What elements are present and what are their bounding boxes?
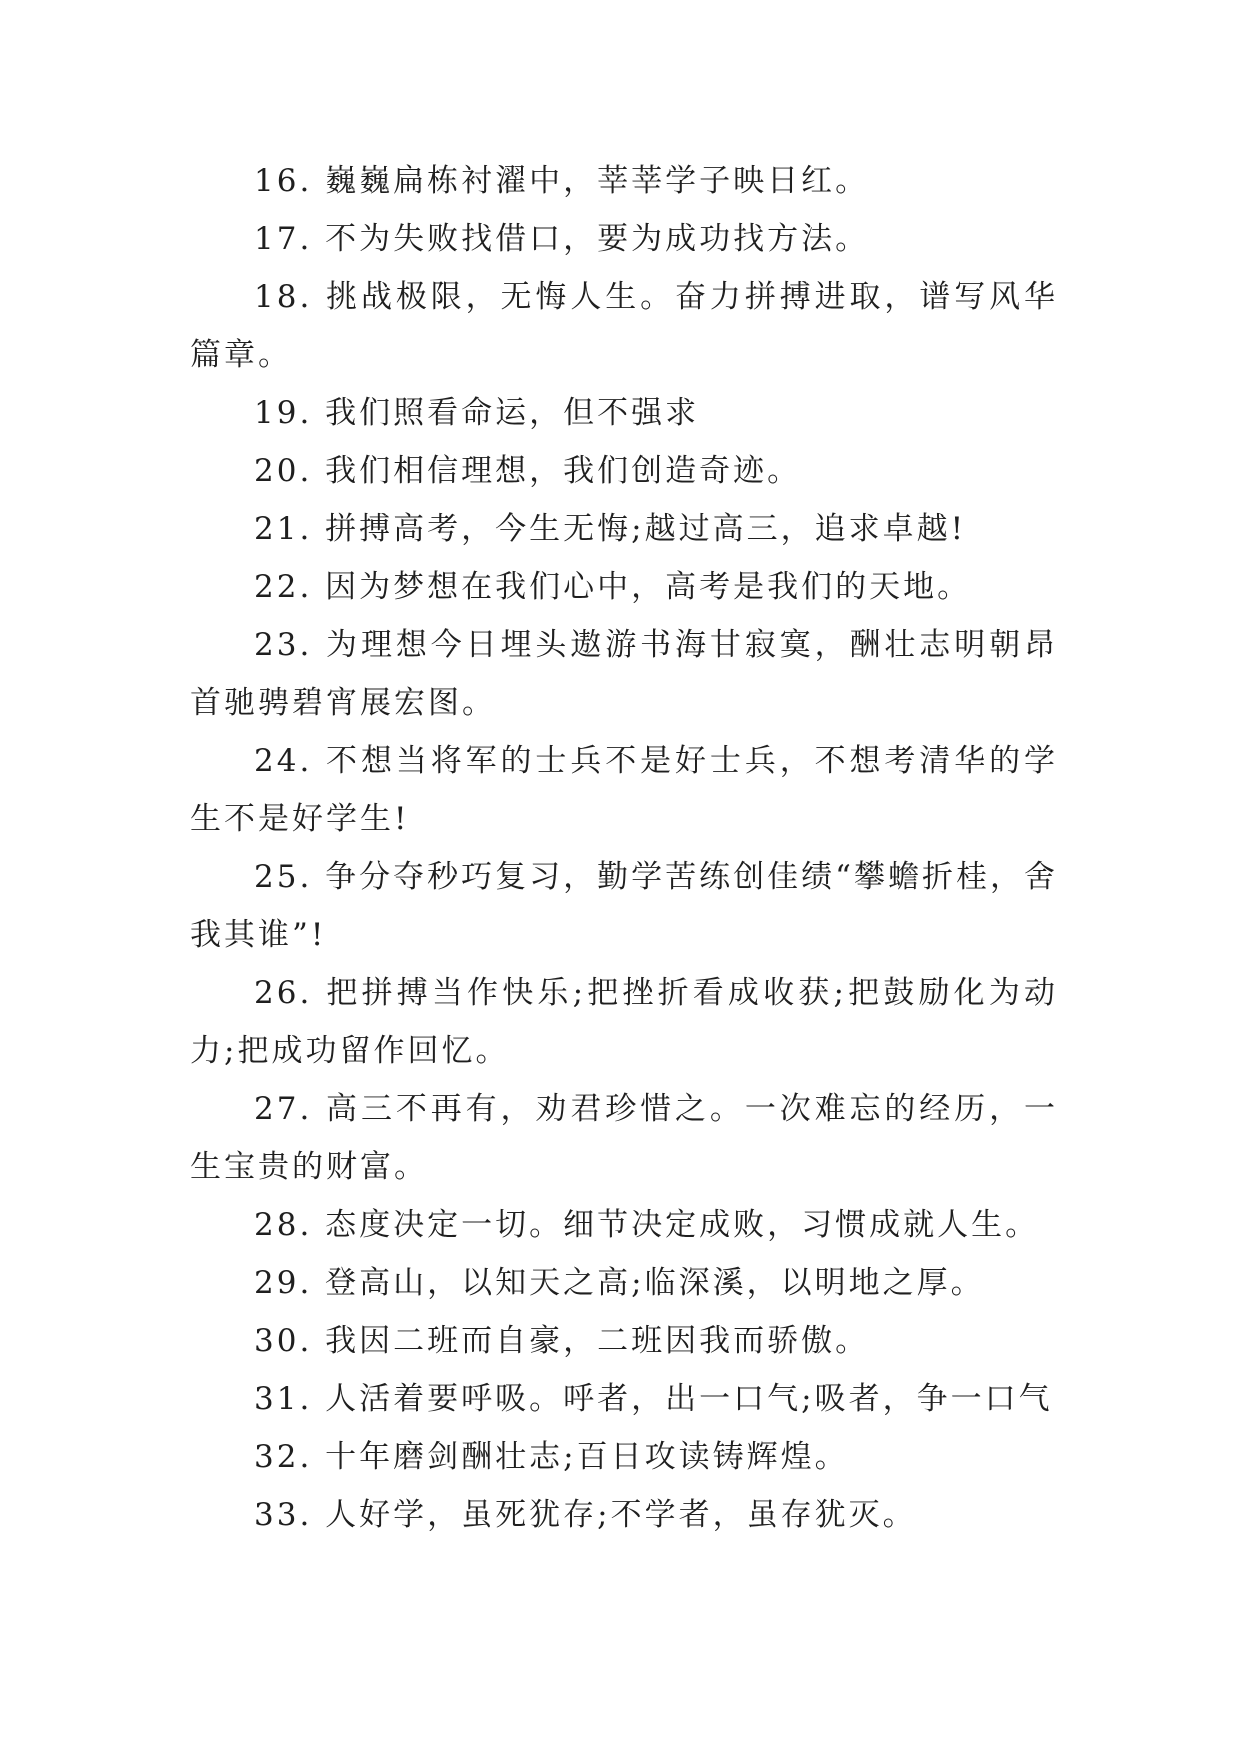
paragraph-30: 30. 我因二班而自豪，二班因我而骄傲。 — [254, 1323, 870, 1359]
paragraph-16: 16. 巍巍扁栋衬濯中，莘莘学子映日红。 — [254, 163, 870, 199]
paragraph-29: 29. 登高山，以知天之高;临深溪，以明地之厚。 — [254, 1265, 985, 1301]
paragraph-22: 22. 因为梦想在我们心中，高考是我们的天地。 — [254, 569, 972, 605]
paragraph-28: 28. 态度决定一切。细节决定成败，习惯成就人生。 — [254, 1207, 1040, 1243]
paragraph-25: 25. 争分夺秒巧复习，勤学苦练创佳绩“攀蟾折桂，舍我其谁”! — [190, 859, 1059, 953]
paragraph-24: 24. 不想当将军的士兵不是好士兵，不想考清华的学生不是好学生! — [190, 743, 1058, 837]
document-body — [190, 152, 1058, 1544]
paragraph-27: 27. 高三不再有，劝君珍惜之。一次难忘的经历，一生宝贵的财富。 — [190, 1091, 1058, 1185]
paragraph-31: 31. 人活着要呼吸。呼者，出一口气;吸者，争一口气 — [254, 1381, 1053, 1417]
paragraph-20: 20. 我们相信理想，我们创造奇迹。 — [254, 453, 802, 489]
paragraph-19: 19. 我们照看命运，但不强求 — [254, 395, 700, 431]
paragraph-17: 17. 不为失败找借口，要为成功找方法。 — [254, 221, 870, 257]
paragraph-33: 33. 人好学，虽死犹存;不学者，虽存犹灭。 — [254, 1497, 917, 1533]
paragraph-23: 23. 为理想今日埋头遨游书海甘寂寞，酬壮志明朝昂首驰骋碧宵展宏图。 — [190, 627, 1058, 721]
paragraph-18: 18. 挑战极限，无悔人生。奋力拼搏进取，谱写风华篇章。 — [190, 279, 1058, 373]
paragraph-26: 26. 把拼搏当作快乐;把挫折看成收获;把鼓励化为动力;把成功留作回忆。 — [190, 975, 1058, 1069]
paragraph-32: 32. 十年磨剑酬壮志;百日攻读铸辉煌。 — [254, 1439, 849, 1475]
paragraph-21: 21. 拼搏高考，今生无悔;越过高三，追求卓越! — [254, 511, 967, 547]
